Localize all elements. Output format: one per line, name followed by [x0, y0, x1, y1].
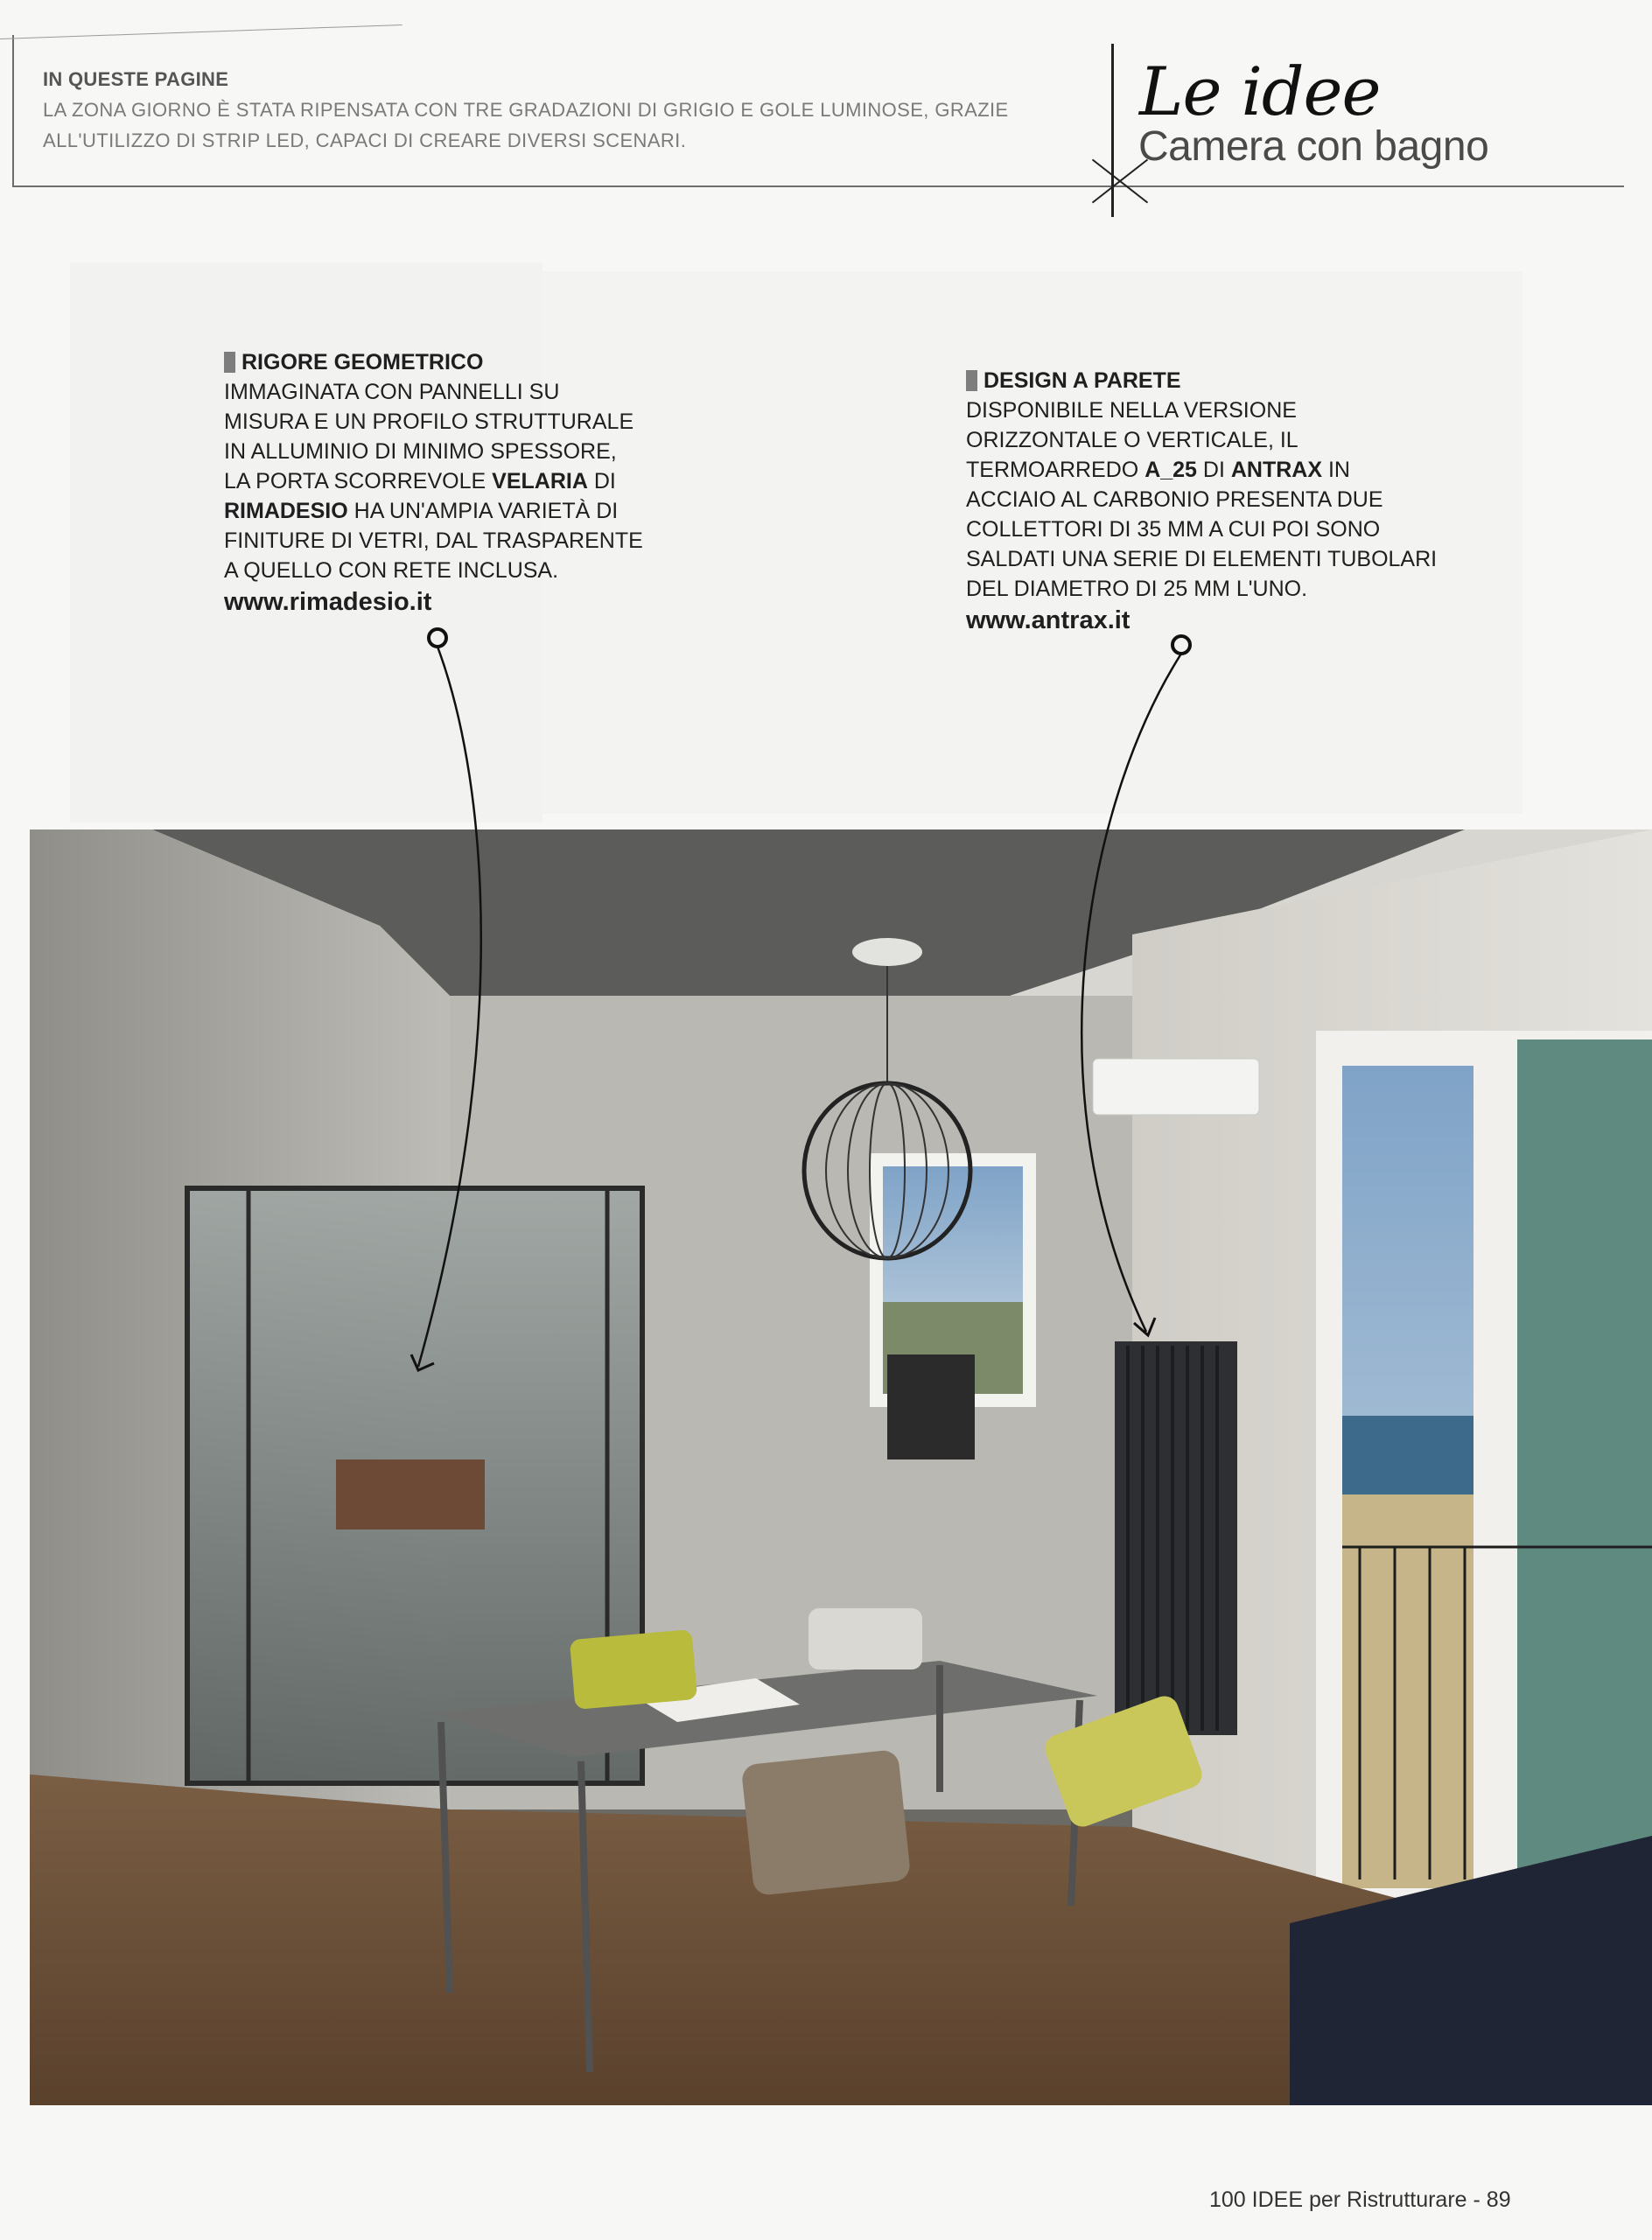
header-divider: [1111, 44, 1114, 217]
annotation-url[interactable]: www.rimadesio.it: [224, 588, 432, 616]
header-rule: [12, 186, 1624, 187]
rubric-subtitle: Camera con bagno: [1138, 123, 1489, 170]
product-name: A_25: [1144, 458, 1197, 482]
room-photo: [30, 830, 1652, 2105]
annotation-title: [966, 366, 1438, 396]
page-folio: 100 IDEE per Ristrutturare - 89: [1209, 2188, 1511, 2212]
rubric-title: Le idee: [1139, 52, 1381, 130]
section-intro: LA ZONA GIORNO È STATA RIPENSATA CON TRE GRADAZIONI DI GRIGIO E GOLE LUMINOSE, GRAZIE ALL'UTILIZZO DI STRIP LED, CAPACI DI CREARE DIVERSI SCENARI.: [43, 99, 1009, 151]
product-name: VELARIA: [492, 469, 588, 494]
annotation-title-text: RIGORE GEOMETRICO: [242, 350, 484, 374]
annotation-title-text: DESIGN A PARETE: [984, 368, 1181, 393]
brand-name: RIMADESIO: [224, 499, 348, 523]
annotation-body: IMMAGINATA CON PANNELLI SU MISURA E UN PROFILO STRUTTURALE IN ALLUMINIO DI MINIMO SPESSORE, LA PORTA SCORREVOLE VELARIA DI RIMADESIO HA UN'AMPIA VARIETÀ DI FINITURE DI VETRI, DAL TRASPARENTE A QUELLO CON RETE INCLUSA.: [224, 380, 643, 583]
annotation-title: [224, 347, 644, 377]
annotation-body: DISPONIBILE NELLA VERSIONE ORIZZONTALE O VERTICALE, IL TERMOARREDO A_25 DI ANTRAX IN ACCIAIO AL CARBONIO PRESENTA DUE COLLETTORI DI 35 MM A CUI POI SONO SALDATI UNA SERIE DI ELEMENTI TUBOLARI DEL DIAMETRO DI 25 MM L'UNO.: [966, 398, 1438, 601]
annotation-radiator: [966, 366, 1438, 635]
brand-name: ANTRAX: [1230, 458, 1323, 482]
header-frame-line: [0, 24, 402, 39]
annotation-door: [224, 347, 644, 617]
bullet-square-icon: [966, 370, 977, 391]
header-frame-line: [12, 35, 14, 187]
bullet-square-icon: [224, 352, 235, 373]
annotation-url[interactable]: www.antrax.it: [966, 606, 1130, 634]
room-illustration: [30, 830, 1652, 2105]
section-label: IN QUESTE PAGINE: [43, 68, 229, 90]
